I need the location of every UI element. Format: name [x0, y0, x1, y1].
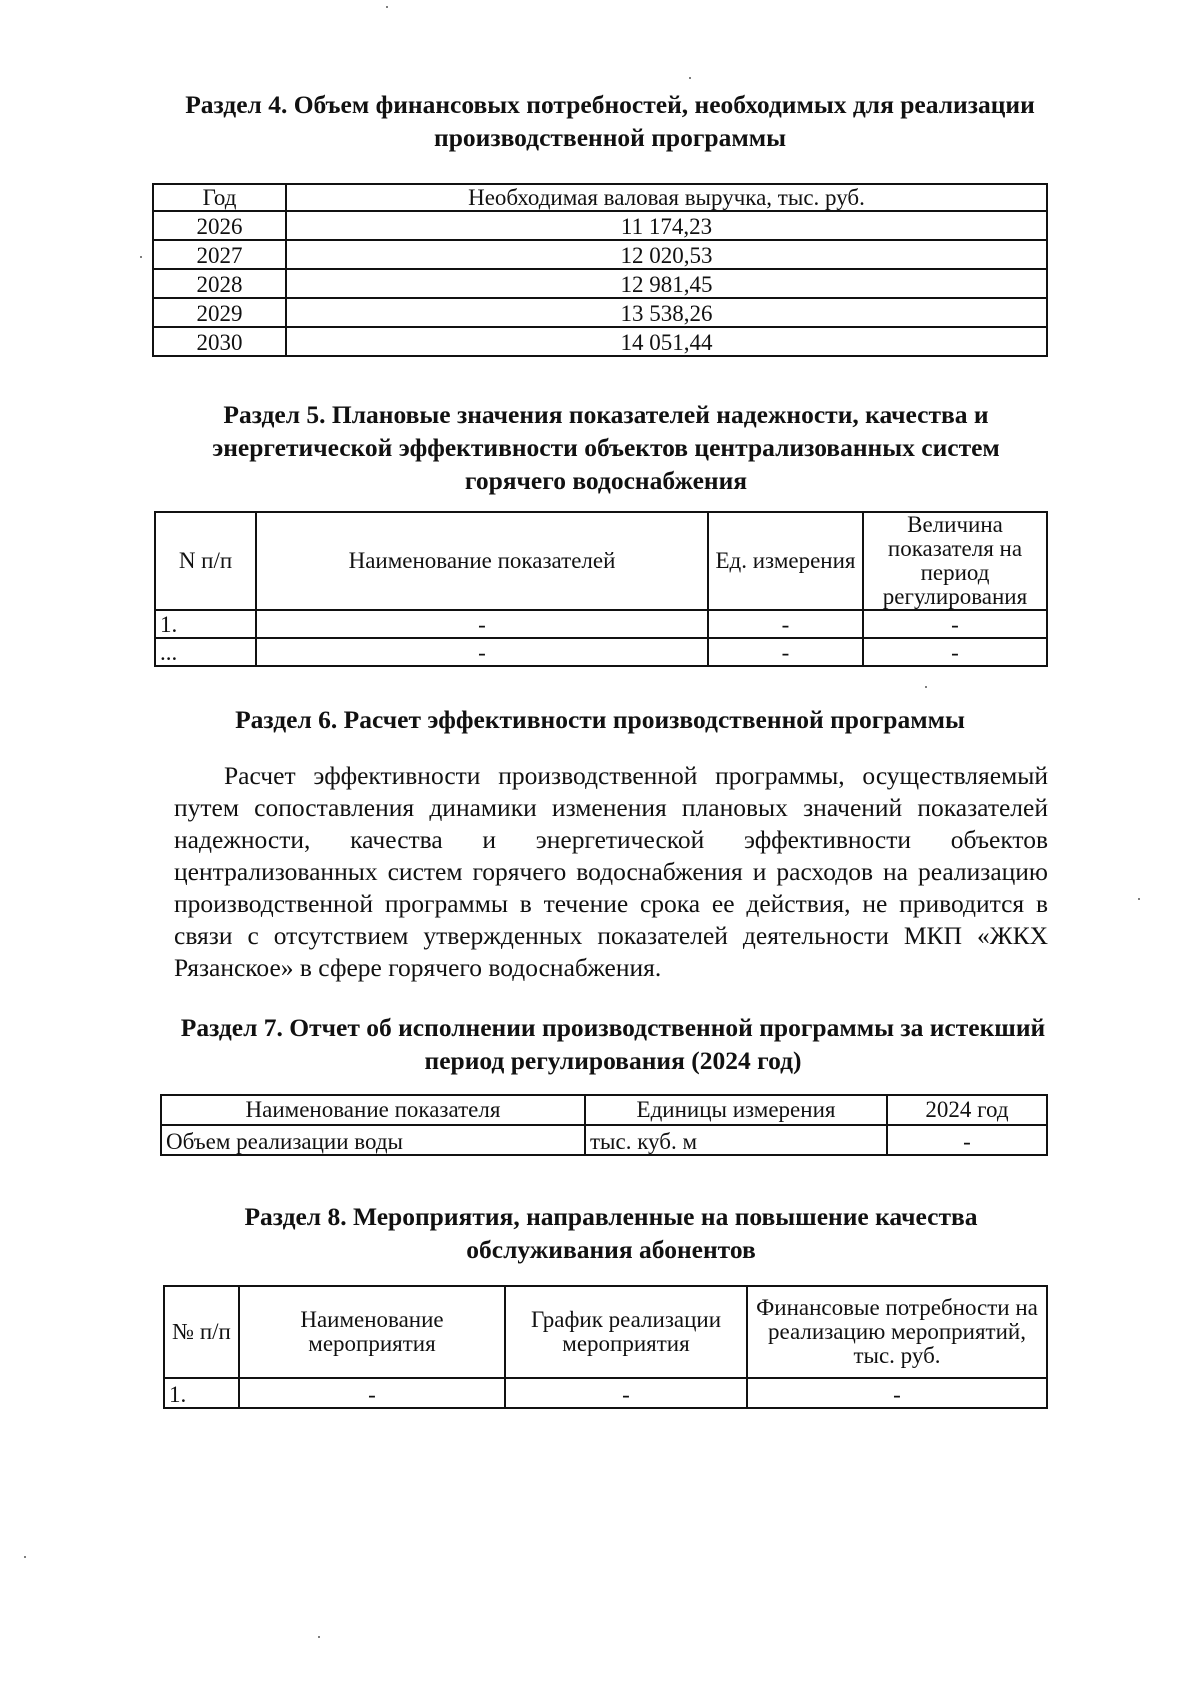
table-row: [153, 269, 1047, 298]
scan-speck: [24, 1556, 26, 1558]
scan-speck: [925, 686, 927, 688]
num-cell: 1.: [155, 610, 256, 638]
year-cell: 2028: [153, 269, 286, 298]
section5-title-rest: Плановые значения показателей надежности, качества и энергетической эффективности объектов централизованных систем горячего водоснабжения: [212, 400, 1000, 495]
section8-heading: [172, 1200, 1050, 1266]
table-header-row: [153, 184, 1047, 211]
revenue-cell: 14 051,44: [286, 327, 1047, 356]
scan-speck: [689, 77, 691, 79]
col-num-header: N п/п: [155, 512, 256, 610]
revenue-cell: 11 174,23: [286, 211, 1047, 240]
year-cell: 2030: [153, 327, 286, 356]
scan-speck: [386, 6, 388, 8]
value-cell: -: [863, 638, 1047, 666]
num-cell: 1.: [164, 1378, 239, 1408]
table-header-row: [155, 512, 1047, 610]
scan-speck: [1138, 898, 1140, 900]
name-cell: -: [256, 638, 708, 666]
section6-title-rest: Расчет эффективности производственной программы: [337, 705, 965, 734]
col-measure-name-header: Наименование мероприятия: [239, 1286, 505, 1378]
indicator-cell: Объем реализации воды: [161, 1125, 585, 1155]
section5-title-bold: Раздел 5.: [223, 400, 326, 429]
section8-title-rest: Мероприятия, направленные на повышение качества обслуживания абонентов: [346, 1202, 978, 1264]
section6-title-bold: Раздел 6.: [235, 705, 338, 734]
revenue-cell: 12 020,53: [286, 240, 1047, 269]
table-row: [155, 638, 1047, 666]
finance-cell: -: [747, 1378, 1047, 1408]
col-indicator-name-header: Наименование показателей: [256, 512, 708, 610]
col-unit-header: Единицы измерения: [585, 1095, 887, 1125]
unit-cell: -: [708, 610, 863, 638]
section5-table: [154, 511, 1048, 667]
section4-heading: [180, 88, 1040, 154]
num-cell: ...: [155, 638, 256, 666]
section4-table: [152, 183, 1048, 357]
section5-heading: [168, 398, 1044, 497]
section4-title-rest: Объем финансовых потребностей, необходимых для реализации производственной программы: [287, 90, 1035, 152]
year-cell: 2026: [153, 211, 286, 240]
section8-title-bold: Раздел 8.: [244, 1202, 347, 1231]
table-row: [155, 610, 1047, 638]
year-cell: 2029: [153, 298, 286, 327]
col-year-header: 2024 год: [887, 1095, 1047, 1125]
value-cell: -: [863, 610, 1047, 638]
scan-speck: [140, 256, 142, 258]
table-row: [153, 327, 1047, 356]
value-cell: -: [887, 1125, 1047, 1155]
revenue-cell: 13 538,26: [286, 298, 1047, 327]
col-value-header: Величина показателя на период регулирования: [863, 512, 1047, 610]
col-unit-header: Ед. измерения: [708, 512, 863, 610]
section6-heading: [150, 703, 1050, 736]
col-finance-header: Финансовые потребности на реализацию мероприятий, тыс. руб.: [747, 1286, 1047, 1378]
table-header-row: [161, 1095, 1047, 1125]
year-cell: 2027: [153, 240, 286, 269]
col-indicator-header: Наименование показателя: [161, 1095, 585, 1125]
table-row: [153, 211, 1047, 240]
name-cell: -: [256, 610, 708, 638]
schedule-cell: -: [505, 1378, 747, 1408]
section7-heading: [180, 1011, 1046, 1077]
col-year-header: Год: [153, 184, 286, 211]
unit-cell: -: [708, 638, 863, 666]
table-header-row: [164, 1286, 1047, 1378]
section6-paragraph: Расчет эффективности производственной программы, осуществляемый путем сопоставления динамики изменения плановых значений показателей надежности, качества и энергетической эффективности объектов централизованных систем горячего водоснабжения и расходов на реализацию производственной программы в течение срока ее действия, не приводится в связи с отсутствием утвержденных показателей деятельности МКП «ЖКХ Рязанское» в сфере горячего водоснабжения.: [174, 761, 1048, 982]
section7-title-bold: Раздел 7.: [180, 1013, 283, 1042]
col-schedule-header: График реализации мероприятия: [505, 1286, 747, 1378]
scan-speck: [318, 1636, 320, 1638]
section4-title-bold: Раздел 4.: [185, 90, 288, 119]
revenue-cell: 12 981,45: [286, 269, 1047, 298]
table-row: [153, 298, 1047, 327]
section7-table: [160, 1094, 1048, 1156]
col-num-header: № п/п: [164, 1286, 239, 1378]
table-row: [161, 1125, 1047, 1155]
section8-table: [163, 1285, 1048, 1409]
section7-title-rest: Отчет об исполнении производственной программы за истекший период регулирования (2024 год): [282, 1013, 1046, 1075]
table-row: [153, 240, 1047, 269]
unit-cell: тыс. куб. м: [585, 1125, 887, 1155]
col-revenue-header: Необходимая валовая выручка, тыс. руб.: [286, 184, 1047, 211]
table-row: [164, 1378, 1047, 1408]
measure-name-cell: -: [239, 1378, 505, 1408]
